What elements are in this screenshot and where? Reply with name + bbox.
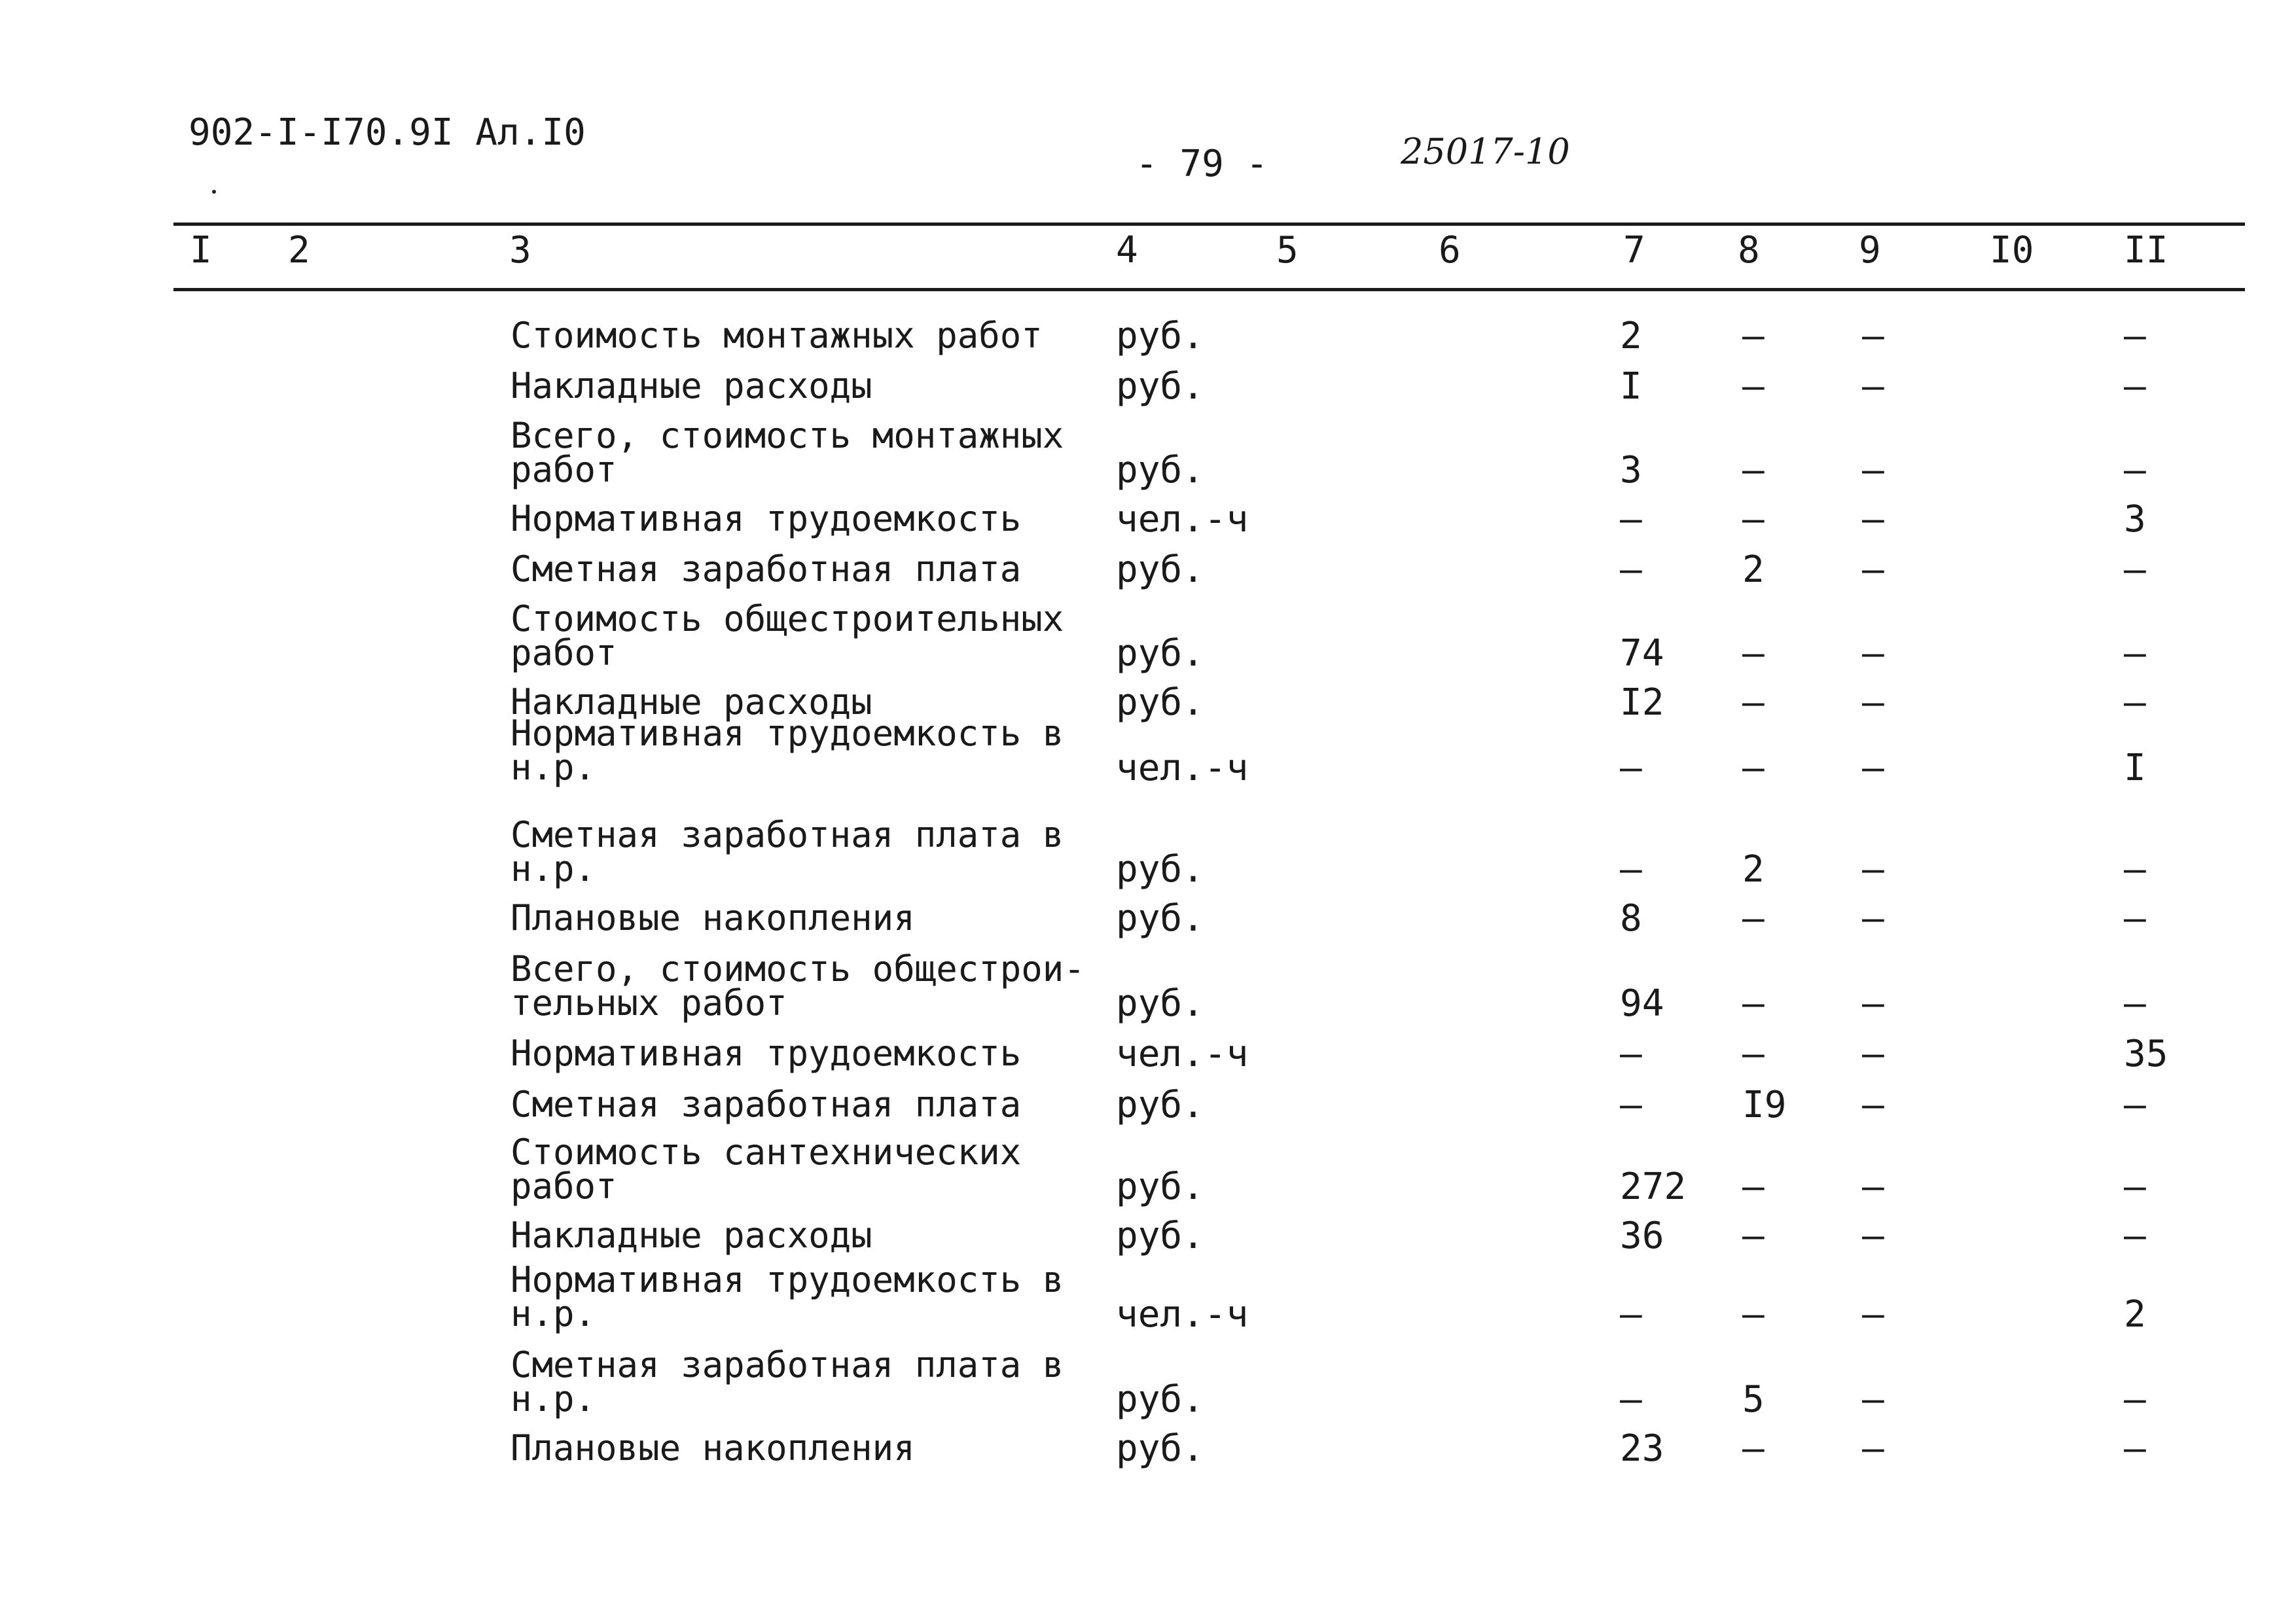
row-col7-value: – (1620, 848, 1642, 891)
row-col7-value: 3 (1620, 449, 1642, 491)
row-description: н.р. (511, 1293, 596, 1334)
row-col8-value: – (1742, 1293, 1765, 1336)
row-col7-value: 94 (1620, 982, 1664, 1025)
row-col8-value: – (1742, 982, 1765, 1025)
row-col11-value: – (2124, 1378, 2146, 1421)
row-col8-value: – (1742, 1427, 1765, 1470)
row-unit: чел.-ч (1116, 498, 1249, 541)
row-col11-value: – (2124, 1166, 2146, 1208)
row-unit: руб. (1116, 1427, 1204, 1470)
table-top-rule (173, 223, 2245, 226)
column-number-6: 6 (1439, 229, 1461, 272)
row-col11-value: – (2124, 681, 2146, 724)
row-col9-value: – (1862, 897, 1884, 940)
row-description: Всего, стоимость монтажных (511, 415, 1064, 456)
row-col9-value: – (1862, 1293, 1884, 1336)
column-number-10: I0 (1990, 229, 2034, 272)
row-col11-value: 35 (2124, 1033, 2168, 1075)
row-col9-value: – (1862, 1084, 1884, 1126)
row-col11-value: 3 (2124, 498, 2146, 541)
row-description: Нормативная трудоемкость в (511, 1259, 1064, 1300)
row-description: Сметная заработная плата (511, 548, 1022, 590)
row-description: Накладные расходы (511, 365, 872, 406)
row-col8-value: – (1742, 315, 1765, 357)
column-number-7: 7 (1623, 229, 1645, 272)
row-unit: руб. (1116, 548, 1204, 591)
row-col11-value: – (2124, 315, 2146, 357)
row-col11-value: – (2124, 1427, 2146, 1470)
row-col8-value: – (1742, 498, 1765, 541)
row-col11-value: – (2124, 982, 2146, 1025)
row-col7-value: – (1620, 747, 1642, 789)
row-col7-value: I2 (1620, 681, 1664, 724)
row-unit: руб. (1116, 1215, 1204, 1257)
table-header-rule (173, 288, 2245, 291)
row-description: Стоимость монтажных работ (511, 315, 1043, 356)
row-unit: руб. (1116, 897, 1204, 940)
row-unit: руб. (1116, 848, 1204, 891)
row-col11-value: – (2124, 1215, 2146, 1257)
column-number-8: 8 (1738, 229, 1760, 272)
row-col9-value: – (1862, 365, 1884, 408)
row-col8-value: – (1742, 449, 1765, 491)
row-unit: чел.-ч (1116, 1033, 1249, 1075)
row-description: н.р. (511, 1378, 596, 1419)
row-description: Стоимость сантехнических (511, 1132, 1022, 1173)
row-unit: руб. (1116, 982, 1204, 1025)
column-number-11: II (2124, 229, 2168, 272)
row-unit: руб. (1116, 315, 1204, 357)
row-col9-value: – (1862, 1427, 1884, 1470)
row-col9-value: – (1862, 681, 1884, 724)
row-description: тельных работ (511, 982, 787, 1024)
row-col7-value: – (1620, 498, 1642, 541)
row-col7-value: 74 (1620, 632, 1664, 675)
row-col7-value: 272 (1620, 1166, 1687, 1208)
row-col9-value: – (1862, 982, 1884, 1025)
row-col9-value: – (1862, 548, 1884, 591)
row-col8-value: I9 (1742, 1084, 1787, 1126)
row-col8-value: 2 (1742, 548, 1765, 591)
row-description: н.р. (511, 747, 596, 788)
row-description: Стоимость общестроительных (511, 598, 1064, 639)
row-col9-value: – (1862, 498, 1884, 541)
handwritten-inventory-number: 25017-10 (1401, 131, 1570, 172)
row-col11-value: – (2124, 897, 2146, 940)
row-col9-value: – (1862, 1215, 1884, 1257)
row-col11-value: I (2124, 747, 2146, 789)
row-col11-value: 2 (2124, 1293, 2146, 1336)
row-description: Сметная заработная плата в (511, 814, 1064, 855)
row-col9-value: – (1862, 315, 1884, 357)
row-unit: руб. (1116, 1084, 1204, 1126)
row-unit: чел.-ч (1116, 747, 1249, 789)
row-col7-value: – (1620, 1033, 1642, 1075)
row-col7-value: – (1620, 548, 1642, 591)
row-col8-value: – (1742, 681, 1765, 724)
row-col11-value: – (2124, 848, 2146, 891)
row-col7-value: 23 (1620, 1427, 1664, 1470)
row-col11-value: – (2124, 632, 2146, 675)
row-col8-value: 2 (1742, 848, 1765, 891)
row-description: н.р. (511, 848, 596, 889)
row-unit: руб. (1116, 1166, 1204, 1208)
row-description: Плановые накопления (511, 897, 915, 938)
row-col7-value: I (1620, 365, 1642, 408)
row-col9-value: – (1862, 632, 1884, 675)
row-col8-value: – (1742, 897, 1765, 940)
row-col8-value: – (1742, 632, 1765, 675)
row-col8-value: – (1742, 1033, 1765, 1075)
row-col7-value: – (1620, 1084, 1642, 1126)
row-col8-value: – (1742, 747, 1765, 789)
row-description: Нормативная трудоемкость (511, 1033, 1022, 1074)
column-number-1: I (190, 229, 212, 272)
row-description: Нормативная трудоемкость в (511, 713, 1064, 754)
row-col8-value: – (1742, 1215, 1765, 1257)
row-unit: чел.-ч (1116, 1293, 1249, 1336)
column-number-3: 3 (509, 229, 531, 272)
page-number: - 79 - (1136, 143, 1268, 185)
row-col8-value: – (1742, 365, 1765, 408)
row-col9-value: – (1862, 1033, 1884, 1075)
row-col11-value: – (2124, 1084, 2146, 1126)
row-col9-value: – (1862, 1166, 1884, 1208)
row-description: Накладные расходы (511, 1215, 872, 1256)
row-description: Всего, стоимость общестрои- (511, 948, 1085, 990)
row-col9-value: – (1862, 1378, 1884, 1421)
row-col7-value: – (1620, 1293, 1642, 1336)
ink-dot (212, 190, 216, 194)
row-description: Сметная заработная плата в (511, 1344, 1064, 1385)
row-unit: руб. (1116, 365, 1204, 408)
row-unit: руб. (1116, 1378, 1204, 1421)
column-number-2: 2 (288, 229, 310, 272)
row-col11-value: – (2124, 548, 2146, 591)
row-unit: руб. (1116, 449, 1204, 491)
row-col11-value: – (2124, 449, 2146, 491)
row-col9-value: – (1862, 449, 1884, 491)
row-col9-value: – (1862, 848, 1884, 891)
row-description: работ (511, 1166, 617, 1207)
row-description: Нормативная трудоемкость (511, 498, 1022, 539)
row-col7-value: 8 (1620, 897, 1642, 940)
row-description: Сметная заработная плата (511, 1084, 1022, 1125)
document-code: 902-I-I70.9I Ал.I0 (188, 111, 586, 154)
row-description: Накладные расходы (511, 681, 872, 722)
row-description: работ (511, 449, 617, 490)
row-col9-value: – (1862, 747, 1884, 789)
column-number-4: 4 (1116, 229, 1138, 272)
row-description: работ (511, 632, 617, 673)
row-col7-value: – (1620, 1378, 1642, 1421)
row-col7-value: 2 (1620, 315, 1642, 357)
row-unit: руб. (1116, 681, 1204, 724)
row-col8-value: – (1742, 1166, 1765, 1208)
row-description: Плановые накопления (511, 1427, 915, 1469)
row-unit: руб. (1116, 632, 1204, 675)
row-col8-value: 5 (1742, 1378, 1765, 1421)
column-number-9: 9 (1859, 229, 1881, 272)
row-col7-value: 36 (1620, 1215, 1664, 1257)
column-number-5: 5 (1276, 229, 1299, 272)
row-col11-value: – (2124, 365, 2146, 408)
